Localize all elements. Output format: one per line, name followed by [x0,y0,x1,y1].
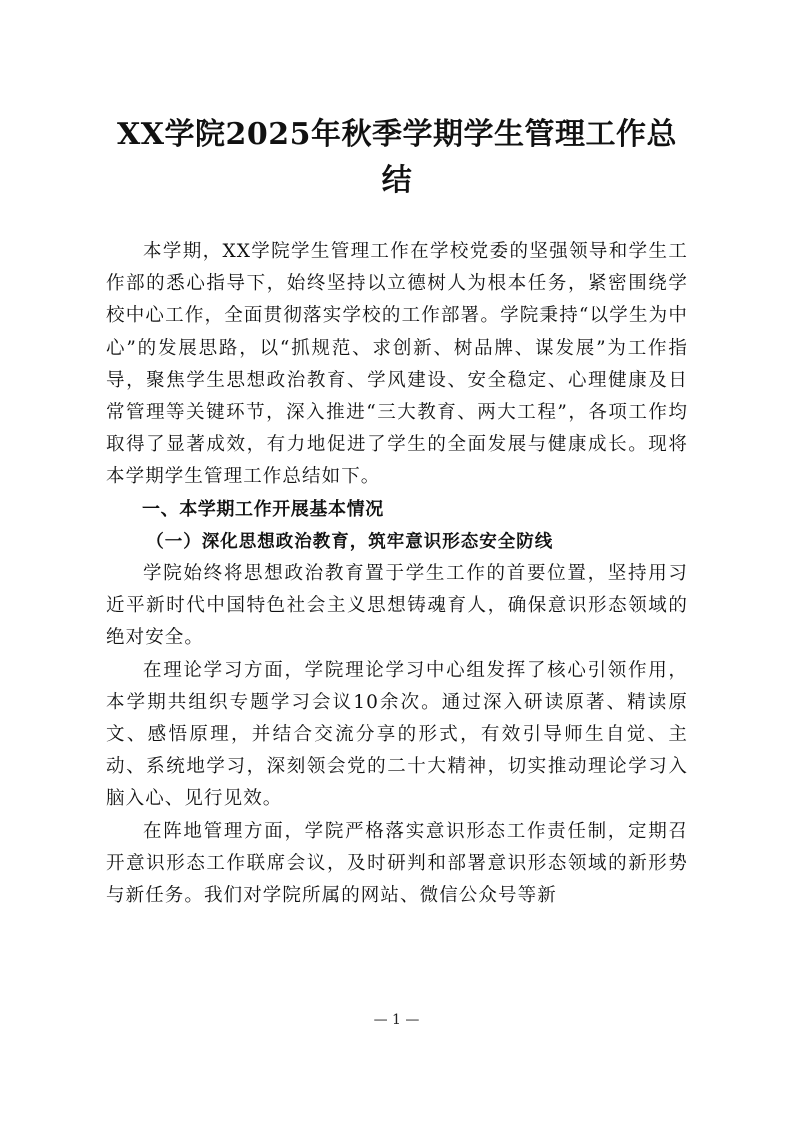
body-paragraph: 在理论学习方面，学院理论学习中心组发挥了核心引领作用，本学期共组织专题学习会议10余次。通过深入研读原著、精读原文、感悟原理，并结合交流分享的形式，有效引导师生自觉、主动、系统地学习，深刻领会党的二十大精神，切实推动理论学习入脑入心、见行见效。 [106,659,688,810]
subsection-heading: （一）深化思想政治教育，筑牢意识形态安全防线 [146,531,554,552]
document-body [106,236,688,912]
section-heading: 一、本学期工作开展基本情况 [142,498,384,520]
page-number: — 1 — [373,1012,420,1028]
body-paragraph: 在阵地管理方面，学院严格落实意识形态工作责任制，定期召开意识形态工作联席会议，及时研判和部署意识形态领域的新形势与新任务。我们对学院所属的网站、微信公众号等新 [106,820,688,907]
body-paragraph: 学院始终将思想政治教育置于学生工作的首要位置，坚持用习近平新时代中国特色社会主义思想铸魂育人，确保意识形态领域的绝对安全。 [106,563,688,649]
intro-paragraph: 本学期，XX学院学生管理工作在学校党委的坚强领导和学生工作部的悉心指导下，始终坚持以立德树人为根本任务，紧密围绕学校中心工作，全面贯彻落实学校的工作部署。学院秉持“以学生为中心”的发展思路，以“抓规范、求创新、树品牌、谋发展”为工作指导，聚焦学生思想政治教育、学风建设、安全稳定、心理健康及日常管理等关键环节，深入推进“三大教育、两大工程”，各项工作均取得了显著成效，有力地促进了学生的全面发展与健康成长。现将本学期学生管理工作总结如下。 [106,241,688,488]
document-title: XX学院2025年秋季学期学生管理工作总结 [116,117,678,198]
